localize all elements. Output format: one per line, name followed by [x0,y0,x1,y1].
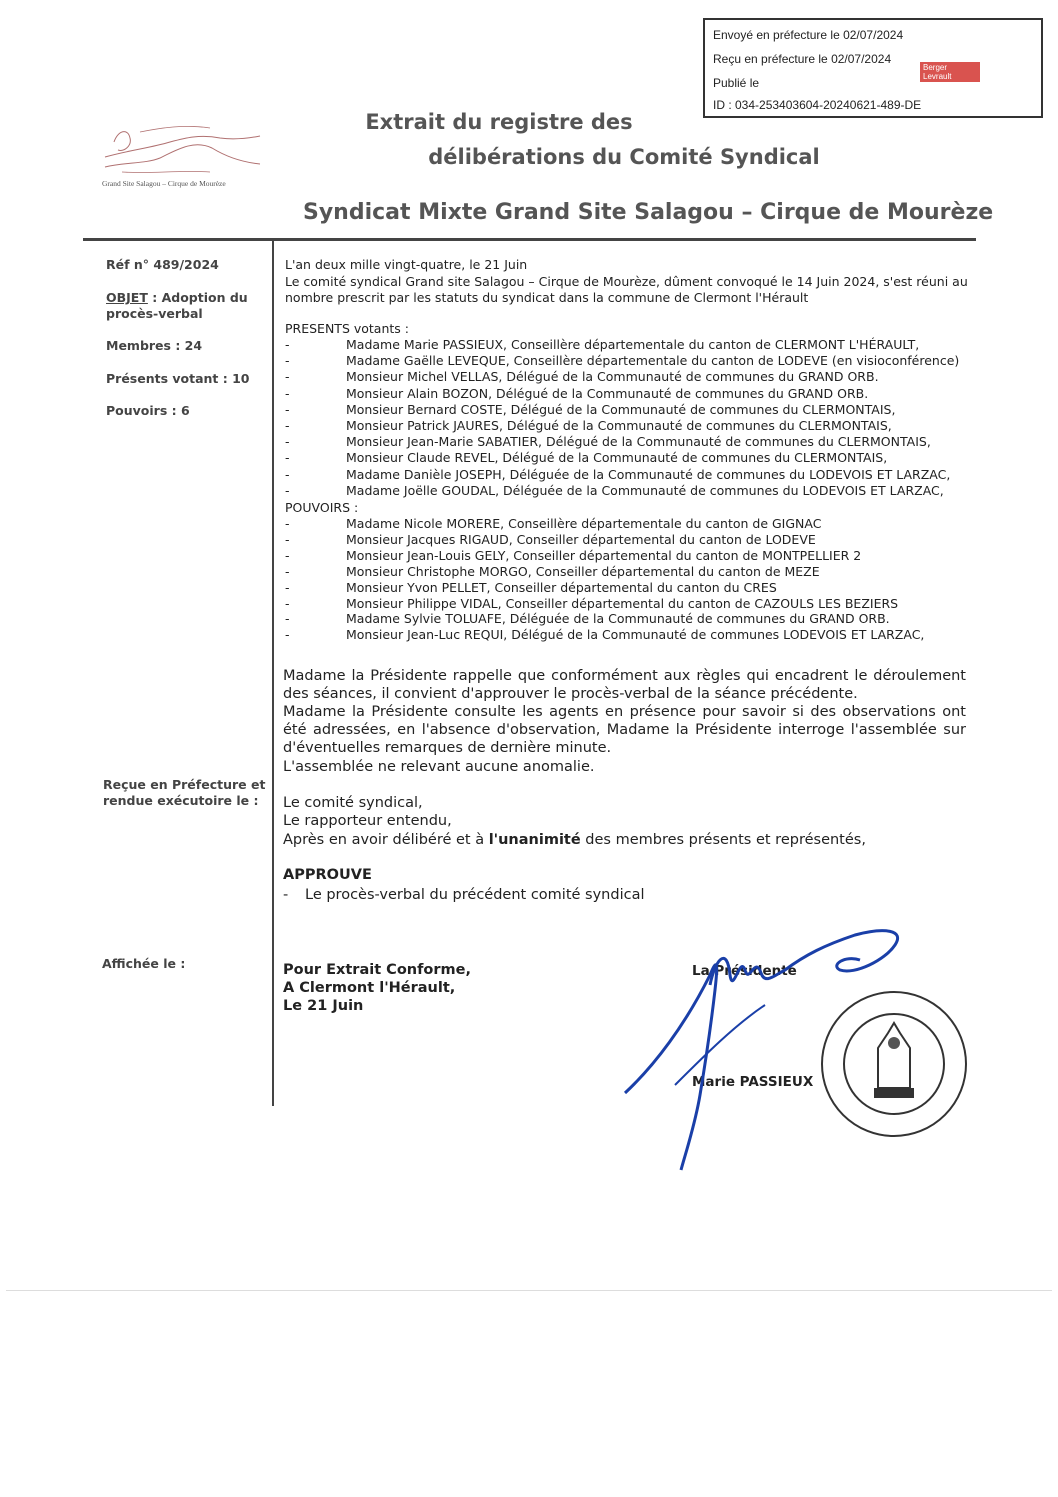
approuve-item: - Le procès-verbal du précédent comité syndical [283,887,645,903]
list-dash: - [285,482,290,498]
lieu: A Clermont l'Hérault, [283,980,456,996]
signatory-role: La Présidente [692,963,797,979]
approuve-item-text: Le procès-verbal du précédent comité syndical [305,887,645,903]
stamp-id: ID : 034-253403604-20240621-489-DE [713,98,922,112]
list-item-text: Monsieur Patrick JAURES, Délégué de la Communauté de communes du CLERMONTAIS, [346,418,892,433]
comite-syndical: Le comité syndical, [283,795,423,811]
list-item-text: Monsieur Alain BOZON, Délégué de la Communauté de communes du GRAND ORB. [346,385,869,401]
unanimite: l'unanimité [488,832,581,848]
intro-line-3: nombre prescrit par les statuts du syndicat dans la commune de Clermont l'Hérault [285,290,809,305]
objet-label: OBJET [106,290,148,305]
title-line-1: Extrait du registre des [365,110,633,134]
objet-text-2: procès-verbal [106,306,203,321]
approuve-heading: APPROUVE [283,867,372,883]
signatory-name: Marie PASSIEUX [692,1074,814,1090]
list-dash: - [285,563,290,579]
prefecture-stamp [703,18,1043,118]
paragraph-consulte: Madame la Présidente consulte les agents en présence pour savoir si des observations ont été adressées, en l'absence d'observation, Madame la Présidente interroge l'assemblée sur d'éventuelles remarques de dernière minute. [283,704,966,756]
rapporteur: Le rapporteur entendu, [283,813,452,829]
list-dash: - [285,516,290,531]
list-dash: - [285,595,290,611]
deliberation-c: des membres présents et représentés, [580,832,866,848]
column-rule [272,238,274,1106]
list-item-text: Madame Marie PASSIEUX, Conseillère départementale du canton de CLERMONT L'HÉRAULT, [346,337,920,352]
list-item-text: Monsieur Bernard COSTE, Délégué de la Communauté de communes du CLERMONTAIS, [346,401,896,417]
list-item-text: Madame Gaëlle LEVEQUE, Conseillère départementale du canton de LODEVE (en visioconférence) [346,353,960,369]
list-dash: - [285,385,290,401]
list-item-text: Madame Danièle JOSEPH, Déléguée de la Communauté de communes du LODEVOIS ET LARZAC, [346,466,951,482]
list-dash: - [285,434,290,450]
list-dash: - [285,337,290,352]
list-item-text: Madame Sylvie TOLUAFE, Déléguée de la Communauté de communes du GRAND ORB. [346,611,890,627]
list-dash: - [285,547,290,563]
recue-line-1: Reçue en Préfecture et [103,777,266,792]
paragraph-rappel: Madame la Présidente rappelle que conformément aux règles qui encadrent le déroulement des séances, il convient d'approuver le procès-verbal de la séance précédente. [283,668,966,702]
list-dash: - [285,579,290,595]
syndicat-seal-icon [818,988,970,1140]
list-item-text: Monsieur Jean-Luc REQUI, Délégué de la Communauté de communes LODEVOIS ET LARZAC, [346,627,925,643]
objet [106,290,248,322]
list-item-text: Monsieur Jacques RIGAUD, Conseiller départemental du canton de LODEVE [346,531,816,547]
page-bottom-rule [6,1290,1052,1291]
list-dash: - [285,450,290,466]
list-item-text: Monsieur Christophe MORGO, Conseiller départemental du canton de MEZE [346,563,820,579]
berger-levrault-logo: Berger Levrault [920,62,980,82]
intro-line-2: Le comité syndical Grand site Salagou – Cirque de Mourèze, dûment convoqué le 14 Juin 2024, s'est réuni au [285,274,968,289]
affichee: Affichée le : [102,956,186,971]
membres: Membres : 24 [106,338,203,353]
list-dash: - [285,418,290,433]
objet-text: : Adoption du [147,290,248,305]
list-item-text: Monsieur Claude REVEL, Délégué de la Communauté de communes du CLERMONTAIS, [346,450,888,466]
list-dash: - [285,627,290,643]
pouvoirs-heading: POUVOIRS : [285,500,359,515]
list-item-text: Monsieur Michel VELLAS, Délégué de la Communauté de communes du GRAND ORB. [346,369,879,385]
recue-prefecture [103,777,265,809]
extrait-conforme: Pour Extrait Conforme, [283,962,471,978]
date-signature: Le 21 Juin [283,998,364,1014]
recue-line-2: rendue exécutoire le : [103,793,259,808]
stamp-received: Reçu en préfecture le 02/07/2024 [713,52,892,66]
list-item-text: Monsieur Jean-Marie SABATIER, Délégué de la Communauté de communes du CLERMONTAIS, [346,434,931,450]
list-item-text: Madame Joëlle GOUDAL, Déléguée de la Communauté de communes du LODEVOIS ET LARZAC, [346,482,944,498]
list-item-text: Monsieur Jean-Louis GELY, Conseiller départemental du canton de MONTPELLIER 2 [346,547,862,563]
title-line-3: Syndicat Mixte Grand Site Salagou – Cirque de Mourèze [303,200,994,225]
list-dash: - [285,353,290,369]
ref-number: Réf n° 489/2024 [106,257,219,272]
header-rule [83,238,976,241]
paragraph-anomalie: L'assemblée ne relevant aucune anomalie. [283,759,595,775]
stamp-sent: Envoyé en préfecture le 02/07/2024 [713,28,904,42]
intro-date: L'an deux mille vingt-quatre, le 21 Juin [285,257,528,272]
title-line-2: délibérations du Comité Syndical [428,145,820,169]
deliberation-a: Après en avoir délibéré et à [283,832,489,848]
logo-caption: Grand Site Salagou – Cirque de Mourèze [102,179,226,188]
list-item-text: Monsieur Yvon PELLET, Conseiller départemental du canton du CRES [346,579,777,595]
list-dash: - [285,466,290,482]
presents-votant: Présents votant : 10 [106,371,250,386]
presents-heading: PRESENTS votants : [285,321,409,336]
stamp-published: Publié le [713,76,760,90]
list-dash: - [285,531,290,547]
list-item-text: Madame Nicole MORERE, Conseillère départementale du canton de GIGNAC [346,516,822,531]
deliberation-line [283,831,866,849]
list-item-text: Monsieur Philippe VIDAL, Conseiller départemental du canton de CAZOULS LES BEZIERS [346,595,899,611]
list-dash: - [285,401,290,417]
list-dash: - [285,369,290,385]
pouvoirs-count: Pouvoirs : 6 [106,403,190,418]
list-dash: - [285,611,290,627]
